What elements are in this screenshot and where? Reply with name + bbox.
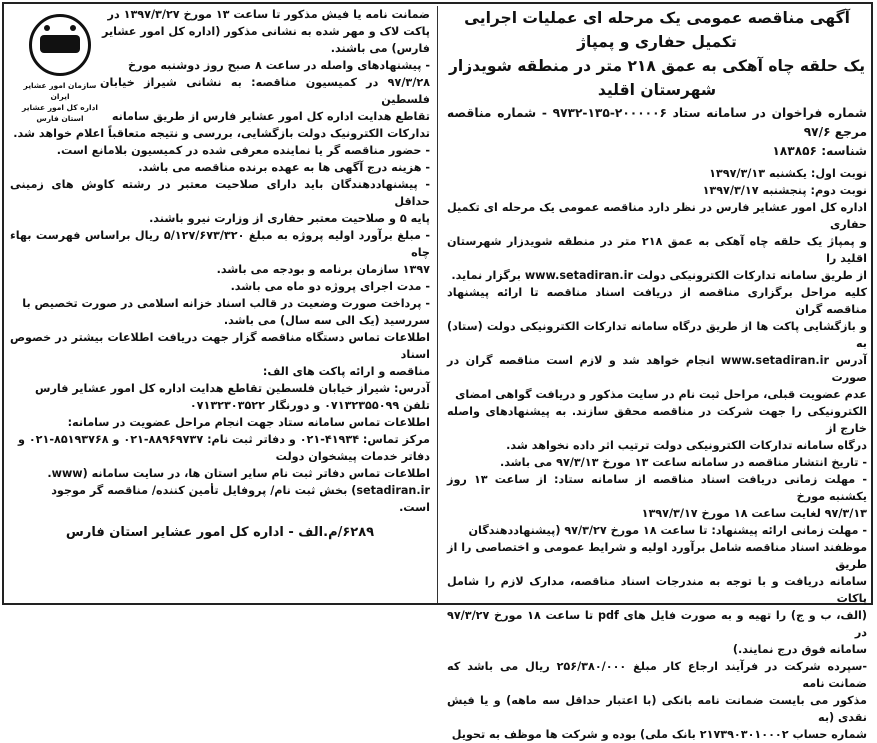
signature: ۶۲۸۹/م.الف - اداره کل امور عشایر استان فارس (65, 525, 375, 540)
left-body-line: - حضور مناقصه گر یا نماینده معرفی شده در کمیسیون بلامانع است. (56, 144, 430, 157)
round-second: نوبت دوم: پنجشنبه ۱۳۹۷/۳/۱۷ (702, 184, 867, 197)
logo-caption-2: اداره کل امور عشایر استان فارس (22, 103, 98, 123)
right-body-line: اداره کل امور عشایر فارس در نظر دارد مناقصه عمومی یک مرحله ای تکمیل حفاری (447, 201, 867, 231)
left-body-line: پایه ۵ و صلاحیت معتبر حفاری از وزارت نیرو باشند. (149, 212, 430, 225)
left-body-text (10, 108, 430, 516)
right-body-line: عدم عضویت قبلی، مراحل ثبت نام در سایت مذکور و دریافت گواهی امضای (455, 388, 867, 401)
right-body-line: مذکور می بایست ضمانت نامه بانکی (با اعتبار حداقل سه ماهه) و یا فیش نقدی (به (447, 694, 867, 724)
left-body-line: اطلاعات تماس دفاتر ثبت نام سایر استان ها، در سایت سامانه (www. (47, 467, 430, 480)
left-top-line: ۹۷/۳/۲۸ در کمیسیون مناقصه: به نشانی شیراز خیابان فلسطین (100, 76, 430, 106)
logo-emblem-icon (29, 14, 91, 76)
left-top-line: ضمانت نامه یا فیش مذکور تا ساعت ۱۳ مورخ ۱۳۹۷/۳/۲۷ در (107, 8, 430, 21)
organization-logo (16, 8, 104, 128)
left-body-line: ۱۳۹۷ سازمان برنامه و بودجه می باشد. (216, 263, 430, 276)
left-body-line: - پیشنهاددهندگان باید دارای صلاحیت معتبر در رشته کاوش های زمینی حداقل (10, 178, 430, 208)
right-body-line: از طریق سامانه تدارکات الکترونیکی دولت www.setadiran.ir برگزار نماید. (451, 269, 867, 282)
logo-caption-1: سازمان امور عشایر ایران (23, 81, 97, 101)
right-body-line: کلیه مراحل برگزاری مناقصه از دریافت اسناد مناقصه تا ارائه پیشنهاد مناقصه گران (447, 286, 867, 316)
left-top-line: - پیشنهادهای واصله در ساعت ۸ صبح روز دوشنبه مورخ (128, 59, 430, 72)
left-body-line: - مبلغ برآورد اولیه پروژه به مبلغ ۵/۱۲۷/۶۷۳/۳۲۰ ریال براساس فهرست بهاء چاه (10, 229, 430, 259)
left-body-line: تلفن ۰۷۱۳۲۳۵۵۰۹۹ و دورنگار ۰۷۱۳۲۳۰۳۵۲۲ (189, 399, 430, 412)
right-body-line: الکترونیکی را جهت شرکت در مناقصه محقق سازند. به پیشنهادهای واصله خارج از (447, 405, 867, 435)
right-body-line: - مهلت زمانی دریافت اسناد مناقصه از سامانه ستاد: از ساعت ۱۳ روز یکشنبه مورخ (447, 473, 867, 503)
left-body-line: است. (399, 501, 430, 514)
reference-line1: شماره فراخوان در سامانه ستاد ۲۰۰۰۰۰۶-۱۳۵-۹۷۳۲ - شماره مناقصه مرجع ۹۷/۶ (447, 106, 867, 139)
left-body-line: - پرداخت صورت وضعیت در قالب اسناد خزانه اسلامی در صورت تخصیص با (22, 297, 430, 310)
left-top-line: فارس) می باشند. (330, 42, 430, 55)
right-body-text (447, 199, 867, 743)
right-body-line: ۹۷/۳/۱۳ لغایت ساعت ۱۸ مورخ ۱۳۹۷/۳/۱۷ (641, 507, 867, 520)
right-body-line: آدرس www.setadiran.ir انجام خواهد شد و لازم است مناقصه گران در صورت (447, 354, 867, 384)
left-body-line: آدرس: شیراز خیابان فلسطین تقاطع هدایت اداره کل امور عشایر فارس (35, 382, 430, 395)
notice-title-line2: یک حلقه چاه آهکی به عمق ۲۱۸ متر در منطقه شویدزار شهرستان اقلید (448, 57, 866, 99)
left-top-line: پاکت لاک و مهر شده به نشانی مذکور (اداره کل امور عشایر (102, 25, 430, 38)
right-body-line: شماره حساب ۲۱۷۳۹۰۳۰۱۰۰۰۲ بانک ملی) بوده و شرکت ها موظف به تحویل (451, 728, 867, 741)
right-body-line: - مهلت زمانی ارائه پیشنهاد: تا ساعت ۱۸ مورخ ۹۷/۳/۲۷ (پیشنهاددهندگان (468, 524, 867, 537)
right-body-line: و پمپاژ یک حلقه چاه آهکی به عمق ۲۱۸ متر در منطقه شویدزار شهرستان اقلید را (447, 235, 868, 265)
left-column (10, 6, 430, 603)
right-body-line: و بازگشایی پاکت ها از طریق درگاه سامانه تدارکات الکترونیکی دولت (ستاد) به (447, 320, 867, 350)
notice-title-line1: آگهی مناقصه عمومی یک مرحله ای عملیات اجرایی تکمیل حفاری و پمپاژ (464, 9, 850, 51)
left-body-line: اطلاعات تماس دستگاه مناقصه گزار جهت دریافت اطلاعات بیشتر در خصوص اسناد (10, 331, 430, 361)
right-body-line: - تاریخ انتشار مناقصه در سامانه ساعت ۱۳ مورخ ۹۷/۳/۱۳ می باشد. (499, 456, 867, 469)
left-body-line: مرکز تماس: ۴۱۹۳۴-۰۲۱ و دفاتر ثبت نام: ۸۸۹۶۹۷۳۷-۰۲۱ و ۸۵۱۹۳۷۶۸-۰۲۱ و (17, 433, 430, 446)
left-body-line: تقاطع هدایت اداره کل امور عشایر فارس از طریق سامانه (111, 110, 430, 123)
right-body-line: سامانه فوق درج نمایند.) (732, 643, 867, 656)
left-body-line: سررسید (یک الی سه سال) می باشد. (223, 314, 430, 327)
right-body-line: موظفند اسناد مناقصه شامل برآورد اولیه و شرایط عمومی و اختصاصی را از طریق (447, 541, 867, 571)
left-body-line: setadiran.ir) بخش ثبت نام/ پروفایل تأمین کننده/ مناقصه گر موجود (51, 484, 430, 497)
left-top-text (100, 6, 430, 108)
right-body-line: -سپرده شرکت در فرآیند ارجاع کار مبلغ ۲۵۶/۳۸۰/۰۰۰ ریال می باشد که ضمانت نامه (447, 660, 867, 690)
left-body-line: اطلاعات تماس سامانه ستاد جهت انجام مراحل عضویت در سامانه: (67, 416, 430, 429)
tender-reference (447, 104, 867, 161)
left-body-line: - هزینه درج آگهی ها به عهده برنده مناقصه می باشد. (138, 161, 430, 174)
round-first: نوبت اول: یکشنبه ۱۳۹۷/۳/۱۳ (709, 167, 867, 180)
column-divider (437, 6, 438, 603)
left-body-line: مناقصه و ارائه پاکت های الف: (262, 365, 430, 378)
left-body-line: تدارکات الکترونیک دولت بازگشایی، بررسی و نتیجه متعاقباً اعلام خواهد شد. (13, 127, 430, 140)
left-body-line: - مدت اجرای پروژه دو ماه می باشد. (230, 280, 430, 293)
right-body-line: سامانه دریافت و با توجه به مندرجات اسناد مناقصه، مدارک لازم را شامل پاکات (447, 575, 867, 605)
reference-line2: شناسه: ۱۸۳۸۵۶ (772, 144, 867, 158)
right-body-line: (الف، ب و ج) را تهیه و به صورت فایل های pdf تا ساعت ۱۸ مورخ ۹۷/۳/۲۷ در (447, 609, 868, 639)
right-column (447, 6, 868, 741)
right-body-line: درگاه سامانه تدارکات الکترونیکی دولت ترتیب اثر داده نخواهد شد. (506, 439, 867, 452)
left-body-line: دفاتر خدمات پیشخوان دولت (275, 450, 430, 463)
